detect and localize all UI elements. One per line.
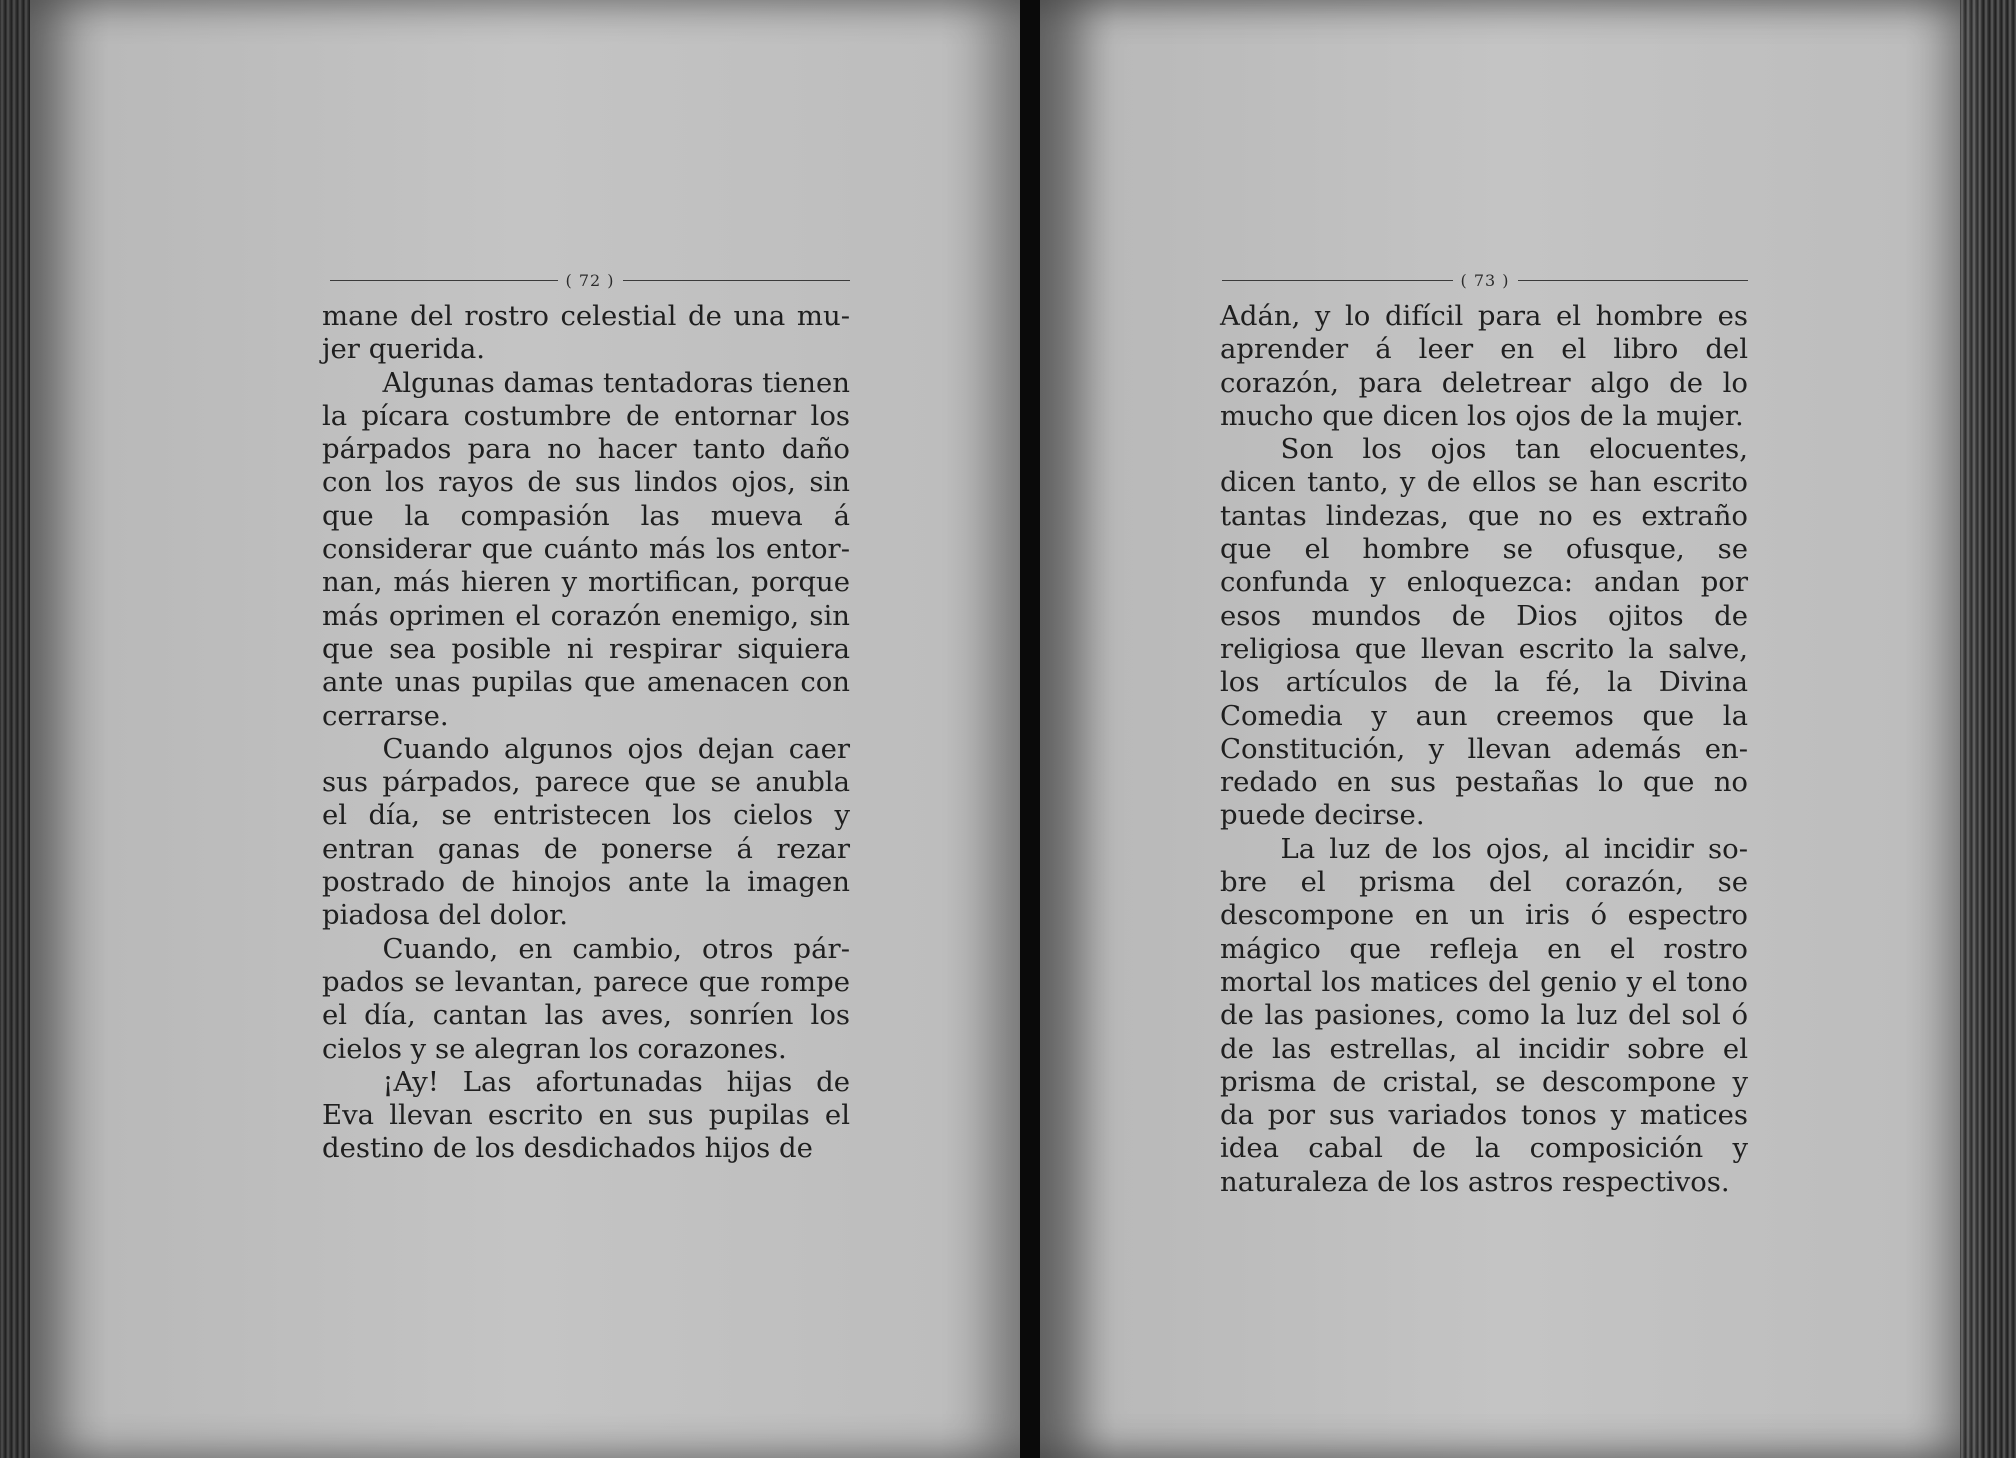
page-number-left: ( 72 ) <box>565 270 615 290</box>
paragraph: Cuando, en cambio, otros párpados se levantan, parece que rompe el día, cantan las aves, sonríen los cielos y se alegran los corazones. <box>322 932 850 1065</box>
page-number-right: ( 73 ) <box>1460 270 1510 290</box>
header-rule-right <box>1518 280 1749 281</box>
paragraph: Cuando algunos ojos dejan caer sus párpados, parece que se anubla el día, se entristecen los cielos y entran ganas de ponerse á rezar postrado de hinojos ante la imagen piadosa del dolor. <box>322 732 850 932</box>
paragraph: Algunas damas tentadoras tienen la pícara costumbre de entornar los párpados para no hacer tanto daño con los rayos de sus lindos ojos, sin que la compasión las mueva á considerar que cuánto más los entornan, más hieren y mortifican, porque más oprimen el corazón enemigo, sin que sea posible ni respirar siquiera ante unas pupilas que amenacen con cerrarse. <box>322 366 850 732</box>
paragraph: Adán, y lo difícil para el hombre es aprender á leer en el libro del corazón, para deletrear algo de lo mucho que dicen los ojos de la mujer. <box>1220 300 1748 432</box>
left-page-text <box>322 300 850 1166</box>
paragraph: mane del rostro celestial de una mujer querida. <box>322 300 850 366</box>
paragraph: ¡Ay! Las afortunadas hijas de Eva llevan escrito en sus pupilas el destino de los desdichados hijos de <box>322 1065 850 1165</box>
left-page-header <box>330 268 850 292</box>
header-rule-left <box>1222 280 1453 281</box>
header-rule-right <box>623 280 851 281</box>
paragraph: Son los ojos tan elocuentes, dicen tanto, y de ellos se han escrito tantas lindezas, que no es extraño que el hombre se ofusque, se confunda y enloquezca: andan por esos mundos de Dios ojitos de religiosa que llevan escrito la salve, los artículos de la fé, la Divina Comedia y aun creemos que la Constitución, y llevan además enredado en sus pestañas lo que no puede decirse. <box>1220 433 1748 832</box>
right-page-edges <box>1960 0 2016 1458</box>
right-page-header <box>1222 268 1748 292</box>
paragraph: La luz de los ojos, al incidir sobre el prisma del corazón, se descompone en un iris ó espectro mágico que refleja en el rostro mortal los matices del genio y el tono de las pasiones, como la luz del sol ó de las estrellas, al incidir sobre el prisma de cristal, se descompone y da por sus variados tonos y matices idea cabal de la composición y naturaleza de los astros respectivos. <box>1220 832 1748 1198</box>
header-rule-left <box>330 280 558 281</box>
book-gutter <box>1020 0 1040 1458</box>
right-page-text <box>1220 300 1748 1199</box>
